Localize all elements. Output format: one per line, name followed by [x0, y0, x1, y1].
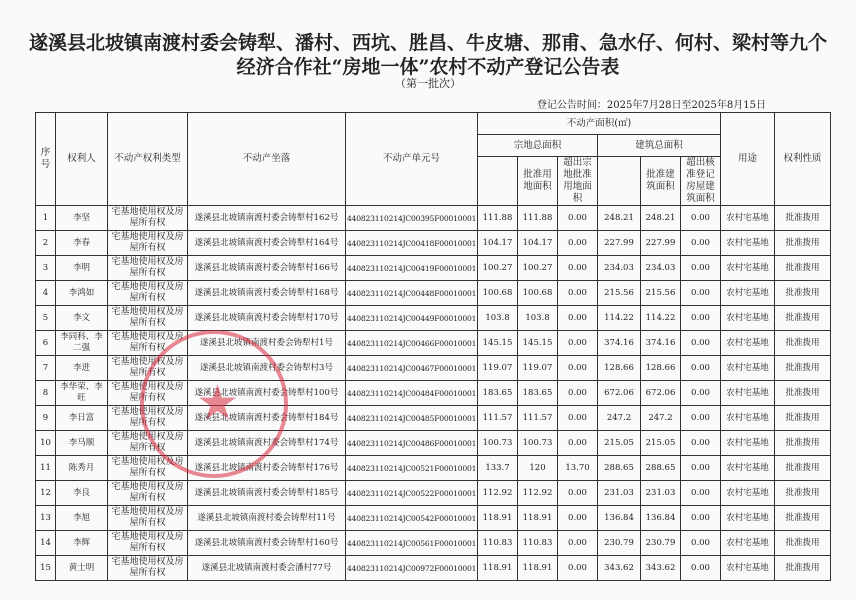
row-right-type: 宅基地使用权及房屋所有权 [108, 256, 188, 281]
row-land-exceed: 0.00 [558, 381, 598, 406]
table-row [36, 481, 831, 506]
row-right-type: 宅基地使用权及房屋所有权 [108, 531, 188, 556]
row-seq: 9 [36, 406, 56, 431]
row-seq: 3 [36, 256, 56, 281]
row-land-exceed: 0.00 [558, 331, 598, 356]
table-body [36, 206, 831, 581]
row-building-total: 234.03 [598, 256, 641, 281]
row-land-approved: 104.17 [518, 231, 558, 256]
row-building-approved: 215.05 [641, 431, 681, 456]
row-right-nature: 批准拨用 [775, 556, 831, 581]
row-land-exceed: 0.00 [558, 531, 598, 556]
row-location: 遂溪县北坡镇南渡村委会铸犁村162号 [188, 206, 346, 231]
row-land-exceed: 0.00 [558, 481, 598, 506]
row-owner: 李进 [56, 356, 108, 381]
row-seq: 15 [36, 556, 56, 581]
row-location: 遂溪县北坡镇南渡村委会铸犁村174号 [188, 431, 346, 456]
row-unit-no: 440823110214JC00466F00010001 [346, 331, 478, 356]
row-right-nature: 批准拨用 [775, 281, 831, 306]
row-building-exceed: 0.00 [681, 406, 721, 431]
table-row [36, 556, 831, 581]
notice-period: 登记公告时间：2025年7月28日至2025年8月15日 [536, 100, 766, 111]
row-building-exceed: 0.00 [681, 506, 721, 531]
row-building-total: 248.21 [598, 206, 641, 231]
row-seq: 13 [36, 506, 56, 531]
row-right-type: 宅基地使用权及房屋所有权 [108, 456, 188, 481]
row-owner: 李辉 [56, 531, 108, 556]
row-land-total: 118.91 [478, 556, 518, 581]
header-unit-no: 不动产单元号 [346, 113, 478, 206]
header-area-group: 不动产面积(㎡) [478, 113, 721, 135]
row-building-approved: 215.56 [641, 281, 681, 306]
row-land-total: 111.88 [478, 206, 518, 231]
row-location: 遂溪县北坡镇南渡村委会潘村77号 [188, 556, 346, 581]
row-right-type: 宅基地使用权及房屋所有权 [108, 481, 188, 506]
row-building-exceed: 0.00 [681, 331, 721, 356]
row-right-type: 宅基地使用权及房屋所有权 [108, 331, 188, 356]
row-land-approved: 119.07 [518, 356, 558, 381]
row-land-approved: 118.91 [518, 556, 558, 581]
header-seq: 序号 [36, 113, 56, 206]
row-location: 遂溪县北坡镇南渡村委会铸犁村176号 [188, 456, 346, 481]
row-land-total: 118.91 [478, 506, 518, 531]
row-land-exceed: 13.70 [558, 456, 598, 481]
row-land-exceed: 0.00 [558, 206, 598, 231]
row-building-total: 128.66 [598, 356, 641, 381]
row-usage: 农村宅基地 [721, 431, 775, 456]
table-row [36, 231, 831, 256]
row-land-exceed: 0.00 [558, 406, 598, 431]
table-row [36, 356, 831, 381]
row-building-approved: 343.62 [641, 556, 681, 581]
row-usage: 农村宅基地 [721, 506, 775, 531]
row-usage: 农村宅基地 [721, 406, 775, 431]
table-row [36, 506, 831, 531]
row-land-approved: 103.8 [518, 306, 558, 331]
row-land-total: 100.27 [478, 256, 518, 281]
row-building-exceed: 0.00 [681, 431, 721, 456]
header-location: 不动产坐落 [188, 113, 346, 206]
row-owner: 李明 [56, 256, 108, 281]
row-building-exceed: 0.00 [681, 456, 721, 481]
row-right-nature: 批准拨用 [775, 431, 831, 456]
row-unit-no: 440823110214JC00542F00010001 [346, 506, 478, 531]
row-land-exceed: 0.00 [558, 556, 598, 581]
row-usage: 农村宅基地 [721, 456, 775, 481]
row-building-exceed: 0.00 [681, 356, 721, 381]
row-owner: 李华荣、李旺 [56, 381, 108, 406]
row-usage: 农村宅基地 [721, 206, 775, 231]
row-usage: 农村宅基地 [721, 231, 775, 256]
row-land-exceed: 0.00 [558, 256, 598, 281]
row-right-type: 宅基地使用权及房屋所有权 [108, 281, 188, 306]
row-usage: 农村宅基地 [721, 281, 775, 306]
row-building-total: 136.84 [598, 506, 641, 531]
row-owner: 李鸿如 [56, 281, 108, 306]
row-building-approved: 114.22 [641, 306, 681, 331]
row-land-approved: 100.27 [518, 256, 558, 281]
row-location: 遂溪县北坡镇南渡村委会铸犁村11号 [188, 506, 346, 531]
row-right-nature: 批准拨用 [775, 231, 831, 256]
row-unit-no: 440823110214JC00972F00010001 [346, 556, 478, 581]
row-building-exceed: 0.00 [681, 556, 721, 581]
row-unit-no: 440823110214JC00449F00010001 [346, 306, 478, 331]
row-owner: 李春 [56, 231, 108, 256]
row-land-approved: 120 [518, 456, 558, 481]
row-building-approved: 288.65 [641, 456, 681, 481]
header-land-total-blank [478, 157, 518, 206]
row-land-approved: 112.92 [518, 481, 558, 506]
table-row [36, 381, 831, 406]
row-owner: 陈秀月 [56, 456, 108, 481]
row-land-total: 110.83 [478, 531, 518, 556]
row-location: 遂溪县北坡镇南渡村委会铸犁村1号 [188, 331, 346, 356]
row-location: 遂溪县北坡镇南渡村委会铸犁村166号 [188, 256, 346, 281]
row-right-type: 宅基地使用权及房屋所有权 [108, 431, 188, 456]
row-location: 遂溪县北坡镇南渡村委会铸犁村184号 [188, 406, 346, 431]
row-building-approved: 227.99 [641, 231, 681, 256]
row-location: 遂溪县北坡镇南渡村委会铸犁村164号 [188, 231, 346, 256]
row-owner: 李文 [56, 306, 108, 331]
row-owner: 黄士明 [56, 556, 108, 581]
row-building-exceed: 0.00 [681, 381, 721, 406]
row-building-exceed: 0.00 [681, 531, 721, 556]
row-usage: 农村宅基地 [721, 331, 775, 356]
table-row [36, 306, 831, 331]
row-land-approved: 100.73 [518, 431, 558, 456]
row-seq: 2 [36, 231, 56, 256]
row-land-total: 104.17 [478, 231, 518, 256]
row-right-nature: 批准拨用 [775, 456, 831, 481]
header-land-exceed: 超出宗地批准用地面积 [558, 157, 598, 206]
row-building-total: 672.06 [598, 381, 641, 406]
row-right-type: 宅基地使用权及房屋所有权 [108, 406, 188, 431]
row-land-exceed: 0.00 [558, 431, 598, 456]
row-usage: 农村宅基地 [721, 381, 775, 406]
row-right-type: 宅基地使用权及房屋所有权 [108, 231, 188, 256]
row-unit-no: 440823110214JC00467F00010001 [346, 356, 478, 381]
table-row [36, 206, 831, 231]
row-right-nature: 批准拨用 [775, 256, 831, 281]
row-land-exceed: 0.00 [558, 506, 598, 531]
row-right-type: 宅基地使用权及房屋所有权 [108, 556, 188, 581]
header-land-total-group: 宗地总面积 [478, 135, 598, 157]
batch-subtitle: （第一批次） [395, 77, 461, 90]
table-row [36, 331, 831, 356]
row-land-total: 111.57 [478, 406, 518, 431]
row-seq: 12 [36, 481, 56, 506]
row-right-nature: 批准拨用 [775, 356, 831, 381]
row-right-type: 宅基地使用权及房屋所有权 [108, 381, 188, 406]
row-owner: 李同科、李二强 [56, 331, 108, 356]
seal-star-icon: ★ [196, 375, 240, 431]
row-land-total: 100.68 [478, 281, 518, 306]
row-right-type: 宅基地使用权及房屋所有权 [108, 206, 188, 231]
row-owner: 李马顺 [56, 431, 108, 456]
row-unit-no: 440823110214JC00521F00010001 [346, 456, 478, 481]
document-title-line2: 经济合作社“房地一体”农村不动产登记公告表 [236, 56, 620, 78]
row-owner: 李日富 [56, 406, 108, 431]
row-building-approved: 230.79 [641, 531, 681, 556]
header-owner: 权利人 [56, 113, 108, 206]
row-building-approved: 247.2 [641, 406, 681, 431]
row-usage: 农村宅基地 [721, 356, 775, 381]
row-seq: 5 [36, 306, 56, 331]
row-land-exceed: 0.00 [558, 281, 598, 306]
row-usage: 农村宅基地 [721, 306, 775, 331]
row-unit-no: 440823110214JC00485F00010001 [346, 406, 478, 431]
row-seq: 7 [36, 356, 56, 381]
row-land-exceed: 0.00 [558, 306, 598, 331]
row-building-total: 343.62 [598, 556, 641, 581]
row-owner: 李良 [56, 481, 108, 506]
row-building-exceed: 0.00 [681, 256, 721, 281]
row-usage: 农村宅基地 [721, 481, 775, 506]
row-unit-no: 440823110214JC00522F00010001 [346, 481, 478, 506]
row-building-approved: 672.06 [641, 381, 681, 406]
row-location: 遂溪县北坡镇南渡村委会铸犁村160号 [188, 531, 346, 556]
registration-table [35, 112, 831, 581]
row-location: 遂溪县北坡镇南渡村委会铸犁村170号 [188, 306, 346, 331]
row-usage: 农村宅基地 [721, 256, 775, 281]
row-right-nature: 批准拨用 [775, 381, 831, 406]
row-building-total: 288.65 [598, 456, 641, 481]
header-building-total-blank [598, 157, 641, 206]
row-unit-no: 440823110214JC00448F00010001 [346, 281, 478, 306]
table-row [36, 531, 831, 556]
row-building-total: 247.2 [598, 406, 641, 431]
row-right-nature: 批准拨用 [775, 306, 831, 331]
row-right-nature: 批准拨用 [775, 531, 831, 556]
header-building-total-group: 建筑总面积 [598, 135, 721, 157]
row-building-approved: 136.84 [641, 506, 681, 531]
header-right-nature: 权利性质 [775, 113, 831, 206]
row-land-total: 103.8 [478, 306, 518, 331]
row-land-total: 183.65 [478, 381, 518, 406]
row-unit-no: 440823110214JC00484F00010001 [346, 381, 478, 406]
row-unit-no: 440823110214JC00418F00010001 [346, 231, 478, 256]
row-land-approved: 145.15 [518, 331, 558, 356]
row-building-exceed: 0.00 [681, 206, 721, 231]
row-right-nature: 批准拨用 [775, 331, 831, 356]
table-row [36, 431, 831, 456]
header-right-type: 不动产权利类型 [108, 113, 188, 206]
row-location: 遂溪县北坡镇南渡村委会铸犁村168号 [188, 281, 346, 306]
row-land-approved: 110.83 [518, 531, 558, 556]
row-building-total: 374.16 [598, 331, 641, 356]
document-title-line1: 遂溪县北坡镇南渡村委会铸犁、潘村、西坑、胜昌、牛皮塘、那甫、急水仔、何村、梁村等九个 [28, 32, 827, 54]
table-row [36, 256, 831, 281]
row-land-exceed: 0.00 [558, 231, 598, 256]
row-land-total: 112.92 [478, 481, 518, 506]
row-land-exceed: 0.00 [558, 356, 598, 381]
row-location: 遂溪县北坡镇南渡村委会铸犁村3号 [188, 356, 346, 381]
row-building-total: 230.79 [598, 531, 641, 556]
row-unit-no: 440823110214JC00419F00010001 [346, 256, 478, 281]
row-building-approved: 234.03 [641, 256, 681, 281]
table-row [36, 406, 831, 431]
row-building-approved: 231.03 [641, 481, 681, 506]
header-building-exceed: 超出核准登记房屋建筑面积 [681, 157, 721, 206]
row-building-exceed: 0.00 [681, 231, 721, 256]
row-unit-no: 440823110214JC00486F00010001 [346, 431, 478, 456]
row-location: 遂溪县北坡镇南渡村委会铸犁村100号 [188, 381, 346, 406]
row-building-total: 227.99 [598, 231, 641, 256]
row-land-approved: 111.88 [518, 206, 558, 231]
row-building-approved: 248.21 [641, 206, 681, 231]
row-building-approved: 128.66 [641, 356, 681, 381]
table-row [36, 456, 831, 481]
row-right-type: 宅基地使用权及房屋所有权 [108, 356, 188, 381]
row-seq: 4 [36, 281, 56, 306]
row-right-nature: 批准拨用 [775, 506, 831, 531]
row-building-approved: 374.16 [641, 331, 681, 356]
row-building-exceed: 0.00 [681, 481, 721, 506]
row-land-approved: 118.91 [518, 506, 558, 531]
header-usage: 用途 [721, 113, 775, 206]
row-unit-no: 440823110214JC00561F00010001 [346, 531, 478, 556]
row-right-type: 宅基地使用权及房屋所有权 [108, 306, 188, 331]
row-seq: 11 [36, 456, 56, 481]
row-right-nature: 批准拨用 [775, 206, 831, 231]
row-building-exceed: 0.00 [681, 281, 721, 306]
row-seq: 6 [36, 331, 56, 356]
row-right-nature: 批准拨用 [775, 481, 831, 506]
row-building-exceed: 0.00 [681, 306, 721, 331]
row-right-type: 宅基地使用权及房屋所有权 [108, 506, 188, 531]
row-seq: 1 [36, 206, 56, 231]
header-land-approved: 批准用地面积 [518, 157, 558, 206]
row-land-total: 133.7 [478, 456, 518, 481]
row-seq: 14 [36, 531, 56, 556]
row-land-total: 145.15 [478, 331, 518, 356]
row-building-total: 215.56 [598, 281, 641, 306]
row-building-total: 114.22 [598, 306, 641, 331]
table-row [36, 281, 831, 306]
row-land-approved: 100.68 [518, 281, 558, 306]
row-land-total: 100.73 [478, 431, 518, 456]
row-seq: 8 [36, 381, 56, 406]
row-building-total: 215.05 [598, 431, 641, 456]
row-seq: 10 [36, 431, 56, 456]
row-usage: 农村宅基地 [721, 556, 775, 581]
row-unit-no: 440823110214JC00395F00010001 [346, 206, 478, 231]
header-building-approved: 批准建筑面积 [641, 157, 681, 206]
row-location: 遂溪县北坡镇南渡村委会铸犁村185号 [188, 481, 346, 506]
row-building-total: 231.03 [598, 481, 641, 506]
row-land-approved: 183.65 [518, 381, 558, 406]
row-owner: 李坚 [56, 206, 108, 231]
row-land-approved: 111.57 [518, 406, 558, 431]
row-right-nature: 批准拨用 [775, 406, 831, 431]
row-land-total: 119.07 [478, 356, 518, 381]
row-usage: 农村宅基地 [721, 531, 775, 556]
row-owner: 李旭 [56, 506, 108, 531]
